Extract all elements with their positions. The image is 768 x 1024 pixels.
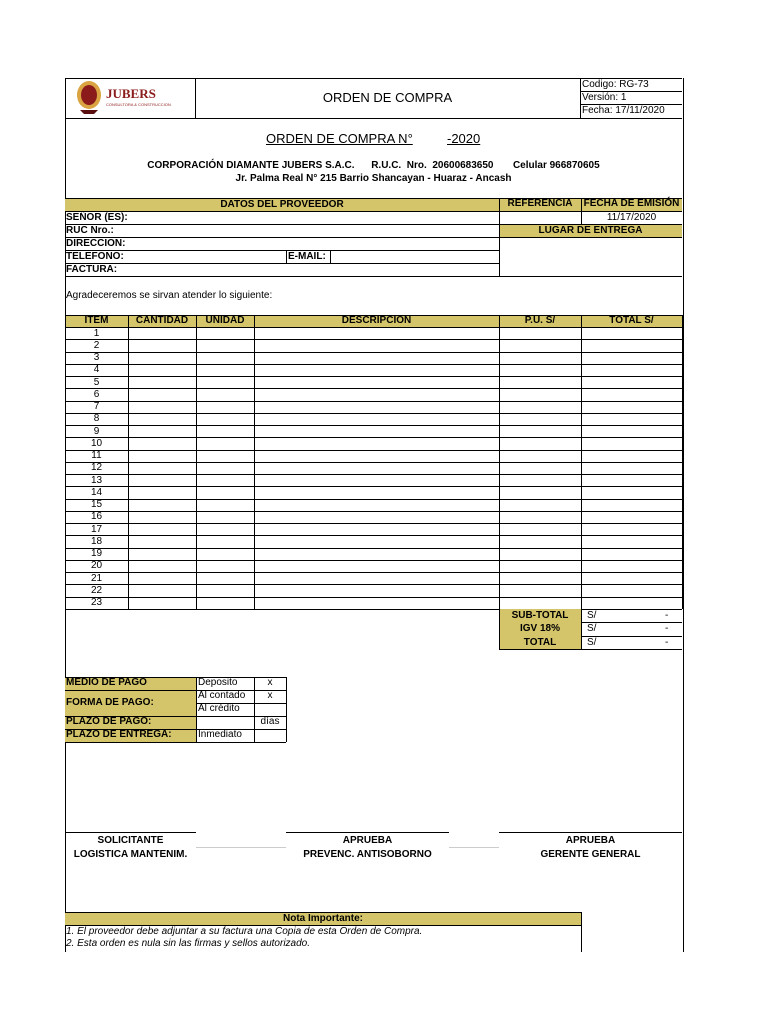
table-row: 17: [90, 523, 103, 535]
signature-line: [499, 832, 682, 833]
table-row: 2: [93, 339, 100, 351]
table-row: 21: [90, 572, 103, 584]
signature-role: APRUEBA: [342, 835, 393, 846]
table-row: 13: [90, 474, 103, 486]
notes-title: Nota Importante:: [283, 913, 363, 924]
totals-label: IGV 18%: [519, 623, 561, 635]
plazo-entrega-value: Inmediato: [198, 729, 242, 740]
rule: [65, 376, 682, 377]
rule: [65, 560, 682, 561]
logo-subtext: CONSULTORA & CONSTRUCCION: [106, 102, 171, 107]
signature-line: [449, 847, 499, 848]
rule: [65, 690, 286, 691]
lugar-entrega-label: LUGAR DE ENTREGA: [538, 225, 643, 236]
fecha-emision-label: FECHA DE EMISIÓN: [583, 198, 680, 209]
rule: [682, 315, 683, 609]
direccion-label: DIRECCION:: [66, 238, 126, 249]
rule: [286, 677, 287, 742]
forma-pago-label: FORMA DE PAGO:: [66, 697, 154, 708]
referencia-label: REFERENCIA: [507, 198, 573, 209]
rule: [65, 250, 499, 251]
table-row: 14: [90, 486, 103, 498]
intro-text: Agradeceremos se sirvan atender lo siguiente:: [66, 290, 273, 301]
rule: [499, 649, 682, 650]
rule: [65, 742, 286, 743]
totals-label: TOTAL: [523, 636, 557, 648]
table-row: 4: [93, 364, 100, 376]
logo-text: JUBERS: [106, 86, 156, 101]
note-line: 1. El proveedor debe adjuntar a su factura una Copia de esta Orden de Compra.: [66, 926, 423, 937]
company-logo: [72, 80, 192, 116]
medio-pago-label: MEDIO DE PAGO: [66, 677, 147, 688]
rule: [65, 499, 682, 500]
signature-role: APRUEBA: [565, 835, 616, 846]
factura-label: FACTURA:: [66, 264, 118, 275]
table-row: 1: [93, 327, 100, 339]
fecha-emision-value: 11/17/2020: [606, 212, 657, 223]
rule: [286, 250, 287, 263]
signature-area: LOGISTICA MANTENIM.: [73, 849, 188, 860]
rule: [65, 118, 682, 119]
rule: [65, 263, 499, 264]
table-row: 16: [90, 511, 103, 523]
email-label: E-MAIL:: [288, 251, 326, 262]
signature-role: SOLICITANTE: [97, 835, 164, 846]
rule: [65, 597, 682, 598]
signature-line: [65, 832, 196, 833]
medio-pago-value: Deposito: [198, 677, 238, 688]
rule: [65, 413, 682, 414]
column-header: P.U. S/: [524, 315, 556, 326]
plazo-pago-label: PLAZO DE PAGO:: [66, 716, 152, 727]
signature-area: GERENTE GENERAL: [540, 849, 641, 860]
table-row: 7: [93, 401, 100, 412]
company-address: Jr. Palma Real N° 215 Barrio Shancayan - Huaraz - Ancash: [235, 173, 512, 184]
doc-date: Fecha: 17/11/2020: [582, 105, 665, 116]
rule: [581, 912, 582, 952]
rule: [580, 78, 581, 118]
logo-emblem-icon: [74, 80, 104, 116]
table-row: 15: [90, 499, 103, 510]
column-header: TOTAL S/: [609, 315, 654, 326]
rule: [65, 388, 682, 389]
rule: [65, 276, 682, 277]
al-credito-option: Al crédito: [198, 703, 240, 714]
totals-value: -: [665, 623, 669, 635]
plazo-entrega-label: PLAZO DE ENTREGA:: [66, 729, 172, 740]
doc-version: Versión: 1: [582, 92, 627, 103]
rule: [65, 548, 682, 549]
rule: [65, 474, 682, 475]
rule: [499, 609, 500, 650]
al-contado-option: Al contado: [198, 690, 246, 701]
rule: [581, 609, 582, 650]
rule: [65, 437, 682, 438]
telefono-label: TELEFONO:: [66, 251, 124, 262]
rule: [65, 572, 682, 573]
rule: [65, 535, 682, 536]
company-info: CORPORACIÓN DIAMANTE JUBERS S.A.C. R.U.C. Nro. 20600683650 Celular 966870605: [147, 160, 600, 171]
table-row: 20: [90, 560, 103, 572]
table-row: 18: [90, 535, 103, 547]
signature-line: [286, 832, 449, 833]
note-line: 2. Esta orden es nula sin las firmas y sellos autorizado.: [66, 938, 311, 949]
rule: [196, 677, 197, 742]
column-header: UNIDAD: [205, 315, 245, 326]
rule: [65, 425, 682, 426]
rule: [65, 486, 682, 487]
totals-value: -: [665, 609, 669, 621]
rule: [65, 327, 682, 328]
ruc-label: RUC Nro.:: [66, 225, 114, 236]
totals-currency: S/: [587, 636, 597, 648]
totals-currency: S/: [587, 609, 597, 621]
column-header: CANTIDAD: [135, 315, 189, 326]
table-row: 6: [93, 388, 100, 400]
table-row: 12: [90, 462, 103, 474]
rule: [65, 401, 682, 402]
dias-label: días: [260, 716, 280, 727]
totals-label: SUB-TOTAL: [511, 609, 569, 621]
column-header: DESCRIPCION: [341, 315, 412, 326]
table-row: 22: [90, 584, 103, 596]
rule: [65, 352, 682, 353]
table-row: 19: [90, 548, 103, 559]
totals-currency: S/: [587, 623, 597, 635]
rule: [65, 237, 682, 238]
order-year: -2020: [447, 131, 481, 146]
rule: [65, 511, 682, 512]
table-row: 11: [91, 450, 102, 461]
column-header: ITEM: [84, 315, 109, 326]
totals-value: -: [665, 636, 669, 648]
table-row: 23: [90, 597, 103, 608]
rule: [65, 523, 682, 524]
medio-pago-mark: x: [267, 677, 273, 688]
table-row: 9: [93, 425, 100, 437]
table-row: 3: [93, 352, 100, 363]
rule: [65, 462, 682, 463]
order-title: ORDEN DE COMPRA N°: [266, 131, 413, 146]
rule: [65, 339, 682, 340]
rule: [65, 584, 682, 585]
table-row: 10: [90, 437, 103, 449]
signature-area: PREVENC. ANTISOBORNO: [303, 849, 432, 860]
rule: [65, 364, 682, 365]
rule: [330, 250, 331, 263]
al-contado-mark: x: [267, 690, 273, 701]
senor-label: SEÑOR (ES):: [66, 212, 128, 223]
page-title: ORDEN DE COMPRA: [322, 90, 453, 105]
signature-line: [196, 847, 286, 848]
table-row: 8: [93, 413, 100, 425]
table-row: 5: [93, 376, 100, 388]
doc-code: Codigo: RG-73: [582, 79, 649, 90]
provider-section-title: DATOS DEL PROVEEDOR: [220, 199, 344, 210]
rule: [65, 450, 682, 451]
